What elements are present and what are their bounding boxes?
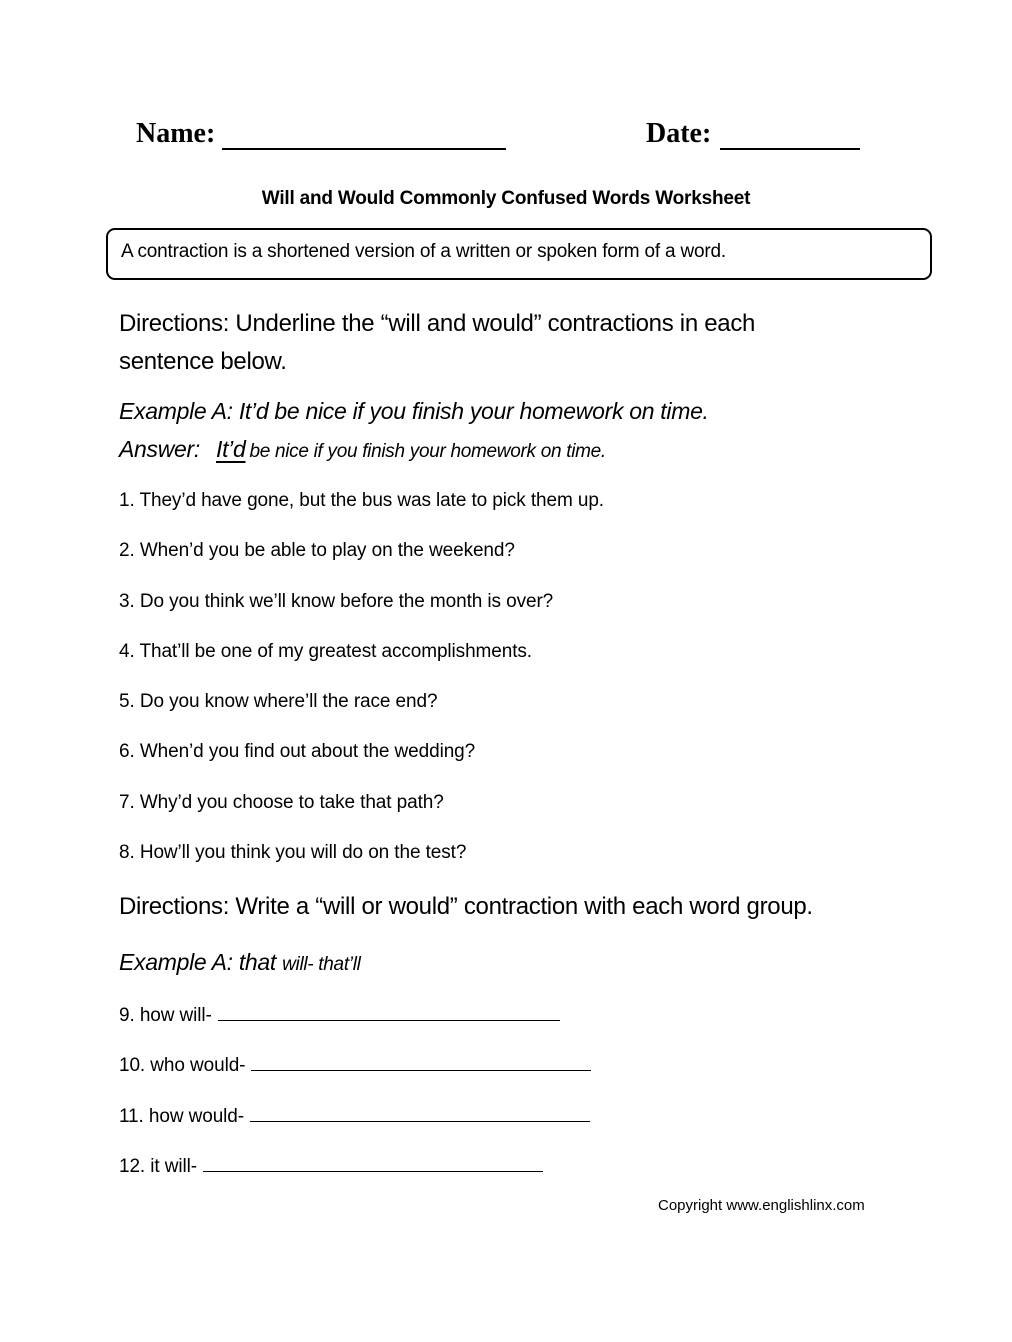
answer-rest: be nice if you finish your homework on time.: [249, 441, 606, 462]
definition-text: A contraction is a shortened version of a written or spoken form of a word.: [121, 241, 726, 262]
answer-blank[interactable]: [250, 1103, 590, 1122]
section1-answer: [119, 436, 606, 463]
word-group-item: [119, 1052, 591, 1077]
answer-label: Answer:: [119, 436, 200, 462]
example-rest: will- that’ll: [282, 954, 361, 975]
answer-blank[interactable]: [251, 1052, 591, 1071]
word-group-item: [119, 1103, 590, 1128]
answer-blank[interactable]: [218, 1002, 560, 1021]
sentence-item: 6. When’d you find out about the wedding?: [119, 741, 476, 762]
date-label: Date:: [646, 118, 712, 149]
worksheet-title: Will and Would Commonly Confused Words Worksheet: [261, 188, 751, 209]
word-group-label: 11. how would-: [119, 1106, 244, 1127]
section1-example: Example A: It’d be nice if you finish your homework on time.: [119, 398, 709, 424]
word-group-label: 9. how will-: [119, 1005, 212, 1026]
answer-blank[interactable]: [203, 1153, 543, 1172]
answer-underlined-word: It’d: [215, 436, 246, 462]
word-group-label: 10. who would-: [119, 1055, 246, 1076]
sentence-item: 7. Why’d you choose to take that path?: [119, 792, 444, 813]
section2-example: [119, 949, 361, 976]
word-group-item: [119, 1153, 543, 1178]
sentence-item: 5. Do you know where’ll the race end?: [119, 691, 438, 712]
copyright-footer: Copyright www.englishlinx.com: [658, 1197, 865, 1214]
sentence-item: 4. That’ll be one of my greatest accomplishments.: [119, 641, 532, 662]
example-prefix: Example A: that: [119, 949, 277, 975]
name-label: Name:: [136, 118, 216, 149]
sentence-item: 8. How’ll you think you will do on the test?: [119, 842, 467, 863]
section1-directions: Directions: Underline the “will and would” contractions in each sentence below.: [119, 310, 756, 375]
sentence-item: 2. When’d you be able to play on the weekend?: [119, 540, 515, 561]
sentence-item: 3. Do you think we’ll know before the month is over?: [119, 591, 554, 612]
section2-directions: Directions: Write a “will or would” contraction with each word group.: [119, 893, 813, 920]
date-field-line[interactable]: [720, 148, 860, 150]
word-group-item: [119, 1002, 560, 1027]
name-field-line[interactable]: [222, 148, 506, 150]
sentence-item: 1. They’d have gone, but the bus was late to pick them up.: [119, 490, 604, 511]
word-group-label: 12. it will-: [119, 1156, 197, 1177]
